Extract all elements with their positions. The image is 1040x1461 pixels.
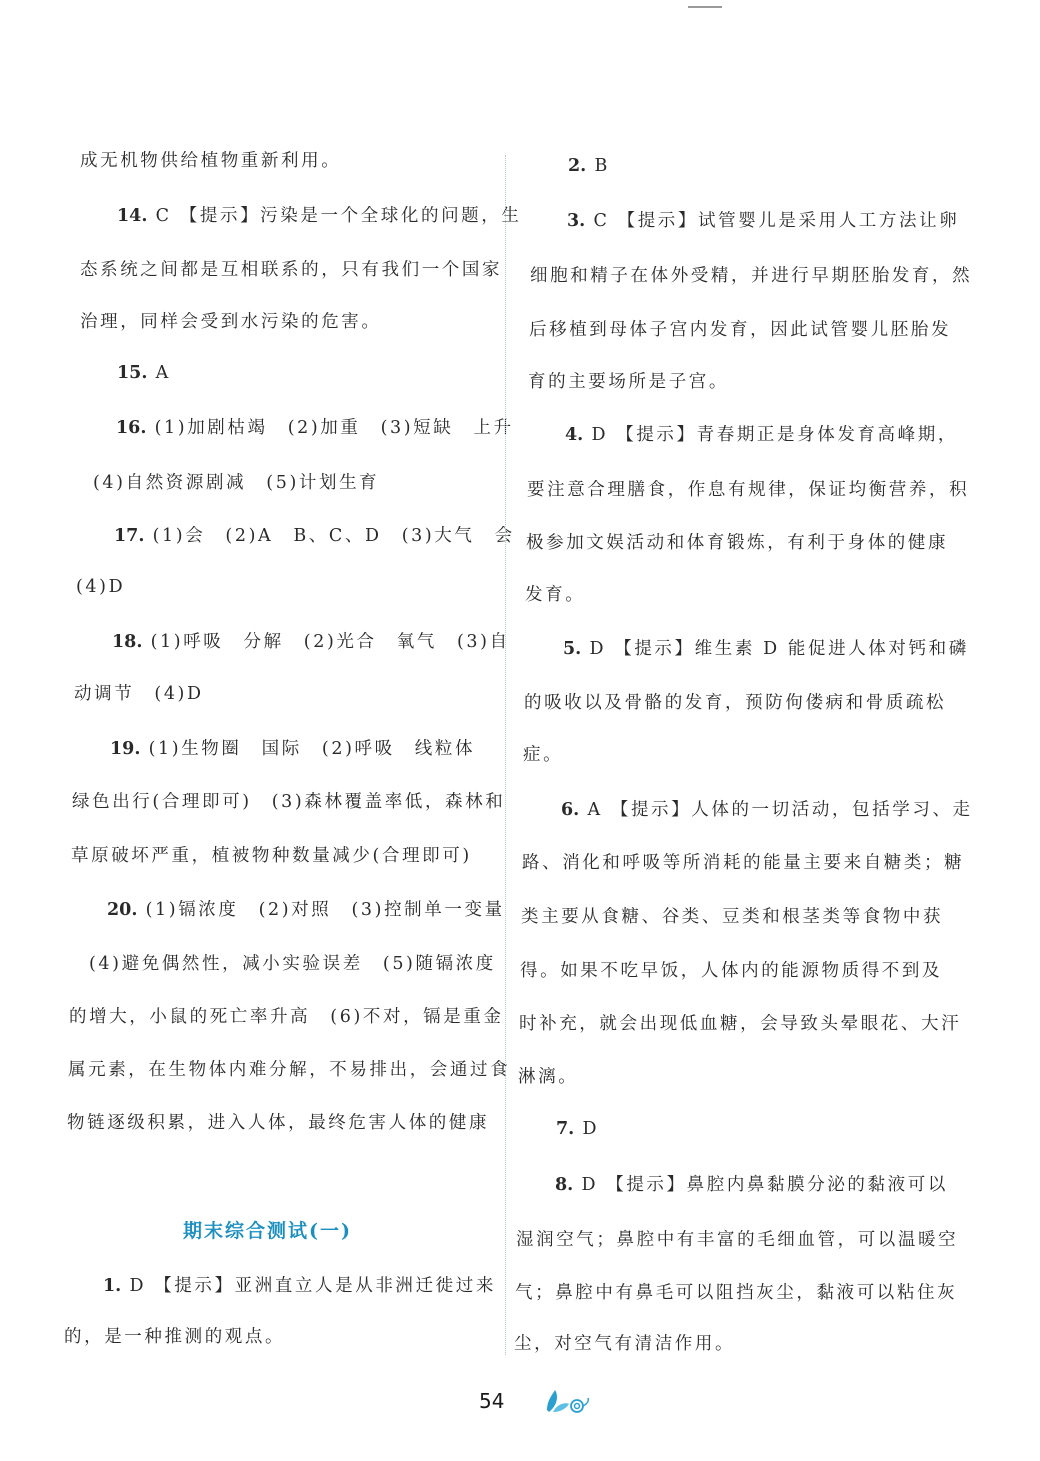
answer-line: 湿润空气；鼻腔中有丰富的毛细血管，可以温暖空 [516, 1230, 959, 1250]
answer-line: 的，是一种推测的观点。 [64, 1327, 286, 1347]
top-scan-mark [688, 6, 722, 8]
answer-line: 育的主要场所是子宫。 [528, 372, 729, 392]
question-number: 4. [565, 425, 584, 445]
answer-line: 草原破坏严重，植被物种数量减少(合理即可) [71, 846, 472, 866]
answer-line: 8. D 【提示】鼻腔内鼻黏膜分泌的黏液可以 [555, 1175, 948, 1195]
answer-line: 成无机物供给植物重新利用。 [80, 151, 342, 171]
section-title: 期末综合测试(一) [183, 1220, 352, 1242]
answer-line: 态系统之间都是互相联系的，只有我们一个国家 [80, 260, 503, 280]
answer-line: 得。如果不吃早饭，人体内的能源物质得不到及 [520, 961, 943, 981]
question-number: 18. [112, 632, 143, 652]
answer-line: 发育。 [525, 585, 586, 605]
column-divider [505, 155, 506, 1355]
question-number: 1. [103, 1276, 122, 1296]
answer-line: 属元素，在生物体内难分解，不易排出，会通过食 [68, 1060, 511, 1080]
answer-line: 1. D 【提示】亚洲直立人是从非洲迁徙过来 [103, 1276, 496, 1296]
answer-line: 的吸收以及骨骼的发育，预防佝偻病和骨质疏松 [524, 693, 947, 713]
question-number: 2. [568, 156, 587, 176]
answer-line: 绿色出行(合理即可) (3)森林覆盖率低，森林和 [72, 792, 506, 812]
answer-line: 的增大，小鼠的死亡率升高 (6)不对，镉是重金 [69, 1007, 504, 1027]
answer-line: 20. (1)镉浓度 (2)对照 (3)控制单一变量 [107, 900, 505, 920]
answer-line: (4)D [76, 577, 126, 597]
question-number: 7. [556, 1119, 575, 1139]
leaf-swirl-icon [541, 1386, 591, 1416]
question-number: 16. [116, 418, 147, 438]
answer-line: (4)自然资源剧减 (5)计划生育 [93, 473, 380, 493]
question-number: 19. [110, 739, 141, 759]
answer-line: 动调节 (4)D [74, 684, 204, 704]
question-number: 8. [555, 1175, 574, 1195]
answer-line: 15. A [117, 363, 171, 383]
question-number: 5. [563, 639, 582, 659]
answer-line: 治理，同样会受到水污染的危害。 [80, 312, 382, 332]
answer-line: 症。 [523, 745, 564, 765]
answer-line: 18. (1)呼吸 分解 (2)光合 氧气 (3)自 [112, 632, 510, 652]
answer-line: 尘，对空气有清洁作用。 [514, 1334, 736, 1354]
question-number: 14. [117, 206, 148, 226]
answer-line: 7. D [556, 1119, 600, 1139]
answer-line: 后移植到母体子宫内发育，因此试管婴儿胚胎发 [529, 320, 952, 340]
answer-line: 路、消化和呼吸等所消耗的能量主要来自糖类；糖 [522, 853, 965, 873]
answer-line: 时补充，就会出现低血糖，会导致头晕眼花、大汗 [519, 1014, 962, 1034]
answer-line: 16. (1)加剧枯竭 (2)加重 (3)短缺 上升 [116, 418, 514, 438]
question-number: 6. [561, 800, 580, 820]
question-number: 17. [114, 526, 145, 546]
answer-line: 17. (1)会 (2)A B、C、D (3)大气 会 [114, 526, 515, 546]
answer-line: 要注意合理膳食，作息有规律，保证均衡营养，积 [527, 480, 970, 500]
answer-line: 类主要从食糖、谷类、豆类和根茎类等食物中获 [521, 907, 944, 927]
question-number: 20. [107, 900, 138, 920]
answer-line: 19. (1)生物圈 国际 (2)呼吸 线粒体 [110, 739, 476, 759]
answer-line: (4)避免偶然性，减小实验误差 (5)随镉浓度 [89, 954, 496, 974]
answer-line: 极参加文娱活动和体育锻炼，有利于身体的健康 [526, 533, 949, 553]
answer-line: 气；鼻腔中有鼻毛可以阻挡灰尘，黏液可以粘住灰 [515, 1283, 958, 1303]
answer-line: 14. C 【提示】污染是一个全球化的问题，生 [117, 206, 522, 226]
answer-line: 6. A 【提示】人体的一切活动，包括学习、走 [561, 800, 973, 820]
question-number: 3. [567, 211, 586, 231]
question-number: 15. [117, 363, 148, 383]
answer-line: 淋漓。 [518, 1067, 579, 1087]
answer-line: 3. C 【提示】试管婴儿是采用人工方法让卵 [567, 211, 960, 231]
answer-line: 细胞和精子在体外受精，并进行早期胚胎发育，然 [530, 266, 973, 286]
page-number: 54 [479, 1389, 505, 1413]
answer-line: 4. D 【提示】青春期正是身体发育高峰期， [565, 425, 958, 445]
answer-line: 物链逐级积累，进入人体，最终危害人体的健康 [67, 1113, 490, 1133]
answer-line: 2. B [568, 156, 610, 176]
answer-line: 5. D 【提示】维生素 D 能促进人体对钙和磷 [563, 639, 969, 659]
